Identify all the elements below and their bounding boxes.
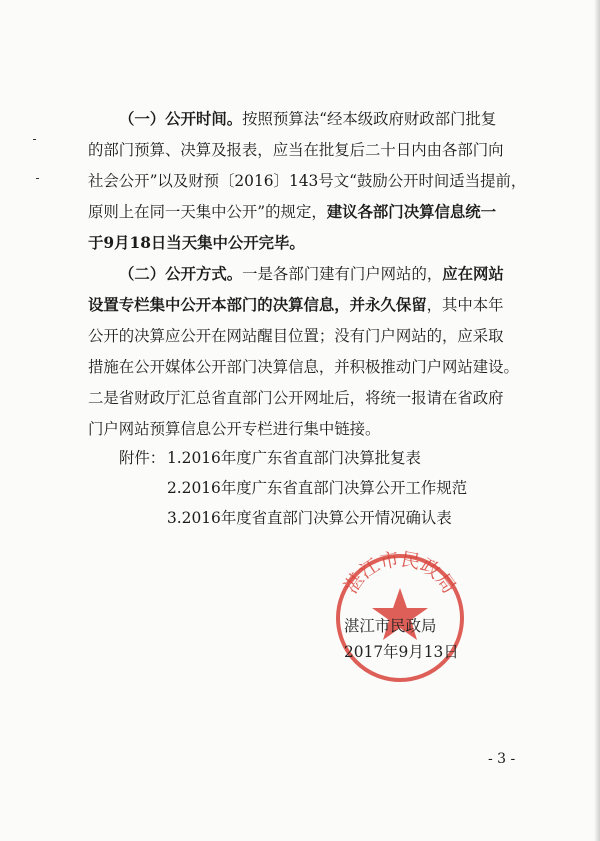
signature-organization: 湛江市民政局 bbox=[344, 617, 437, 635]
text-run: 一是各部门建有门户网站的， bbox=[242, 265, 443, 283]
section-heading: （二）公开方式。 bbox=[119, 265, 243, 283]
text-run: 原则上在同一天集中公开”的规定， bbox=[88, 203, 327, 221]
paragraph-line: 二是省财政厅汇总省直部门公开网址后，将统一报请在省政府 bbox=[88, 389, 504, 407]
page-number: - 3 - bbox=[488, 751, 516, 767]
paragraph-line bbox=[88, 259, 528, 290]
paragraph-line: 公开的决算应公开在网站醒目位置；没有门户网站的，应采取 bbox=[88, 327, 504, 345]
signature-date: 2017年9月13日 bbox=[344, 643, 459, 661]
bold-text-run: 建议各部门决算信息统一 bbox=[326, 203, 497, 221]
paragraph-line: 于9月18日当天集中公开完毕。 bbox=[88, 234, 305, 252]
paragraph-disclosure-time bbox=[88, 104, 528, 259]
svg-text:湛江市民政局: 湛江市民政局 bbox=[339, 548, 461, 598]
paragraph-line bbox=[88, 104, 528, 135]
text-run: ，其中本年 bbox=[426, 296, 504, 314]
scan-edge-shadow bbox=[594, 0, 600, 841]
paragraph-line: 社会公开”以及财预〔2016〕143号文“鼓励公开时间适当提前， bbox=[88, 172, 527, 190]
section-heading: （一）公开时间。 bbox=[119, 110, 243, 128]
paragraph-line bbox=[88, 197, 528, 228]
attachments-label: 附件： bbox=[119, 449, 166, 467]
attachment-item: 3.2016年度省直部门决算公开情况确认表 bbox=[167, 509, 452, 527]
text-run: 按照预算法“经本级政府财政部门批复 bbox=[242, 110, 497, 128]
scan-mark bbox=[33, 139, 36, 140]
attachment-item: 2.2016年度广东省直部门决算公开工作规范 bbox=[167, 479, 468, 497]
bold-text-run: 应在网站 bbox=[442, 265, 504, 283]
paragraph-line: 措施在公开媒体公开部门决算信息，并积极推动门户网站建设。 bbox=[88, 358, 519, 376]
paragraph-line bbox=[88, 290, 528, 321]
paragraph-disclosure-method bbox=[88, 259, 528, 445]
attachment-item: 1.2016年度广东省直部门决算批复表 bbox=[167, 449, 421, 467]
paragraph-line: 门户网站预算信息公开专栏进行集中链接。 bbox=[88, 420, 381, 438]
scan-mark bbox=[36, 178, 39, 179]
bold-text-run: 设置专栏集中公开本部门的决算信息，并永久保留 bbox=[88, 296, 427, 314]
paragraph-line: 的部门预算、决算及报表，应当在批复后二十日内由各部门向 bbox=[88, 141, 504, 159]
